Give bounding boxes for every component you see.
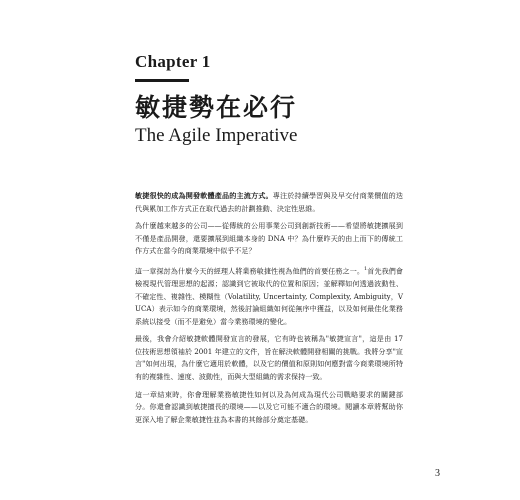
paragraph-text: 為什麼越來越多的公司——從傳統的公用事業公司到創新技術——希望將敏捷擴展到不僅是產品開發，還要擴展到組織本身的 DNA 中？為什麼昨天的由上而下的傳統工作方式在當今的商業環境中似乎不足？ [135,221,403,256]
paragraph-text-continued: 首先我們會檢視現代管理思想的起源；認識到它被取代的位置和原因；並解釋如何透過波動性、不確定性、複雜性、模糊性（Volatility, Uncertainty, Complexity, Ambiguity，VUCA）表示如今的商業環境，然後討論組織如何從無序中獲益，以及如何最佳化業務系統以接受（而不是避免）當今業務環境的變化。 [135,266,404,326]
paragraph-5 [135,389,403,427]
footnote-reference: 1 [364,265,368,272]
chapter-title-english: The Agile Imperative [135,125,298,146]
chapter-body [135,190,403,431]
paragraph-lead: 敏捷很快的成為開發軟體產品的主流方式。 [135,191,273,200]
paragraph-1 [135,190,403,215]
paragraph-2 [135,220,403,258]
page-number: 3 [435,468,440,479]
chapter-rule [135,79,189,82]
paragraph-text: 這一章探討為什麼今天的經理人將業務敏捷性視為他們的首要任務之一。 [135,266,365,276]
chapter-label: Chapter 1 [135,52,211,71]
paragraph-text: 最後，我會介紹敏捷軟體開發宣言的發展，它有時也被稱為"敏捷宣言"，這是由 17 位技術思想領袖於 2001 年建立的文件，旨在解決軟體開發相關的挑戰。我將分享"宣言"如何出現，為什麼它適用於軟體，以及它的價值和原則如何應對當今商業環境所特有的複雜性、速度、波動性，而與大型組織的需求保持一致。 [135,334,403,382]
chapter-title-chinese: 敏捷勢在必行 [135,93,298,122]
paragraph-4 [135,333,403,383]
paragraph-text: 這一章結束時，你會理解業務敏捷性如何以及為何成為現代公司戰略要求的關鍵部分。你還會認識到敏捷擅長的環境——以及它可能不適合的環境。閱讀本章將幫助你更深入地了解企業敏捷性並為本書的其餘部分奠定基礎。 [135,389,403,424]
paragraph-3 [135,263,403,328]
paragraph-text: 專注於持續學習與及早交付商業價值的迭代與累加工作方式正在取代過去的計劃推動、決定性思維。 [135,191,404,213]
